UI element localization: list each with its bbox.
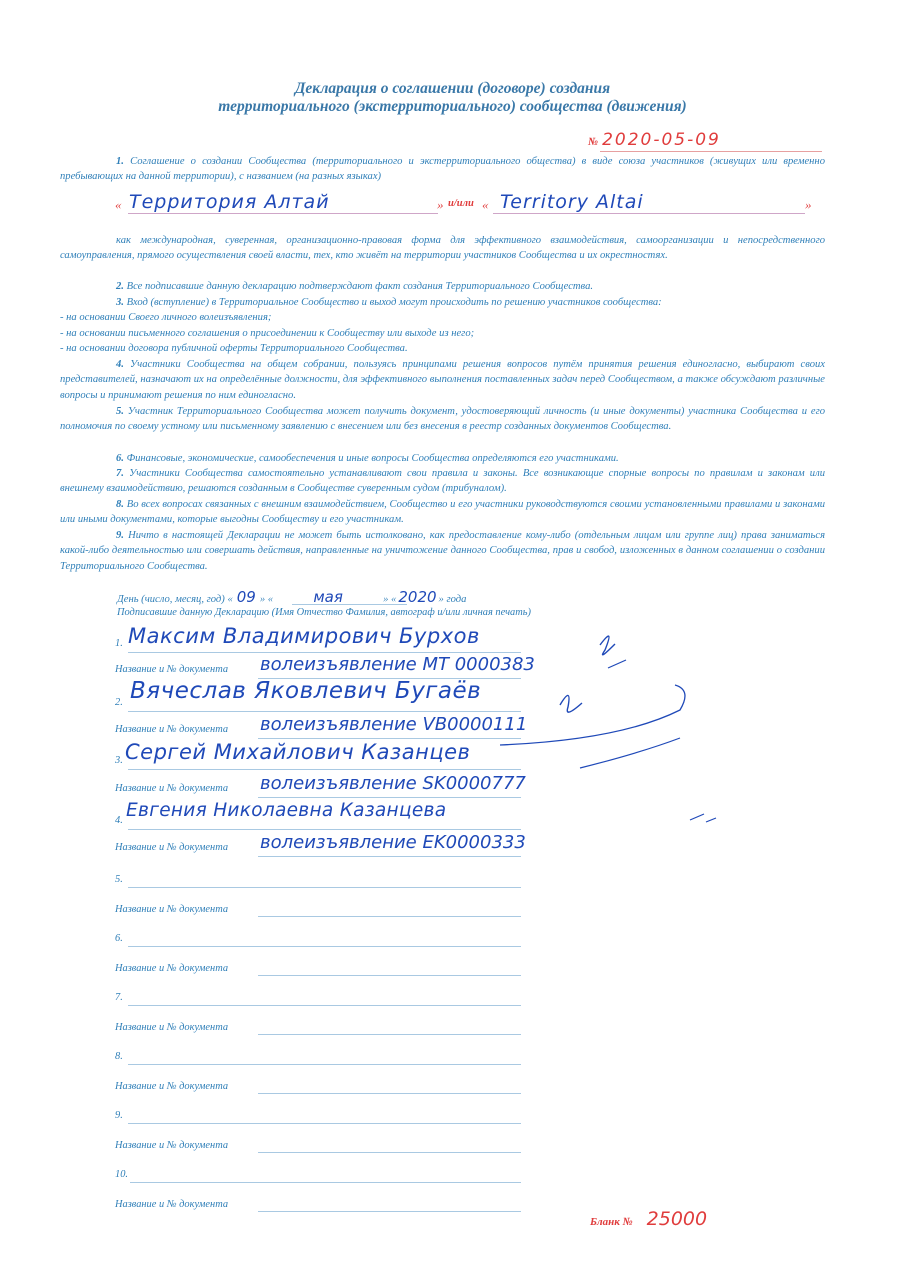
signer-5-doc-label: Название и № документа bbox=[115, 904, 229, 915]
signer-7-doc-label: Название и № документа bbox=[115, 1022, 229, 1033]
signer-3-doc-label: Название и № документа bbox=[115, 783, 229, 794]
signer-1-doc-label: Название и № документа bbox=[115, 664, 229, 675]
signer-1-name: Максим Владимирович Бурхов bbox=[128, 624, 480, 648]
signer-6-doc-label: Название и № документа bbox=[115, 963, 229, 974]
signer-9-doc-label: Название и № документа bbox=[115, 1140, 229, 1151]
date-day: 09 bbox=[236, 588, 256, 606]
clause-1-continuation: как международная, суверенная, организационно-правовая форма для эффективного взаимодействия, самоорганизации и непосредственного самоуправления, прямого осуществления своей власти, тех, кто живёт на территории участников Сообщества и их окрестностях. bbox=[60, 235, 825, 262]
blank-label: Бланк № bbox=[590, 1216, 633, 1228]
bullet-3: - на основании договора публичной оферты Территориального Сообщества. bbox=[60, 343, 408, 354]
signer-2-name: Вячеслав Яковлевич Бугаёв bbox=[130, 678, 482, 704]
date-year: 2020 bbox=[398, 588, 437, 606]
community-names: « Территория Алтай » и/или « Territory Altai » bbox=[115, 191, 812, 213]
title-line-2: территориального (экстерриториального) сообщества (движения) bbox=[218, 98, 687, 115]
signer-10-doc-label: Название и № документа bbox=[115, 1199, 229, 1210]
signer-1-doc: волеизъявление МТ 0000383 bbox=[260, 654, 535, 675]
number-value: 2020-05-09 bbox=[602, 130, 721, 150]
number-prefix: № bbox=[588, 136, 599, 148]
signer-4-name: Евгения Николаевна Казанцева bbox=[126, 800, 447, 821]
blank-number bbox=[590, 1208, 707, 1230]
date-month: мая bbox=[313, 588, 343, 606]
clause-5: 5. Участник Территориального Сообщества может получить документ, удостоверяющий личность (и иные документы) участника Сообщества и его полномочия по своему устному или письменному заявлению с внесением или без внесения в реестр созданных документов Сообщества. bbox=[60, 406, 825, 433]
signer-2-doc: волеизъявление VB0000111 bbox=[260, 714, 528, 735]
title-line-1: Декларация о соглашении (договоре) создания bbox=[294, 80, 611, 97]
clause-7: 7. Участники Сообщества самостоятельно устанавливают свои правила и законы. Все возникающие спорные вопросы по правилам и законам или внешнему взаимодействию, решаются созданным в Сообществе суверенным судом (трибуналом). bbox=[60, 468, 826, 495]
name-english: Territory Altai bbox=[500, 191, 644, 213]
signer-3-name: Сергей Михайлович Казанцев bbox=[125, 740, 471, 764]
clause-6: 6. Финансовые, экономические, самообеспечения и иные вопросы Сообщества определяются его участниками. bbox=[116, 453, 619, 464]
name-russian: Территория Алтай bbox=[129, 191, 330, 213]
bullet-1: - на основании Своего личного волеизъявления; bbox=[60, 312, 272, 323]
bullet-2: - на основании письменного соглашения о присоединении к Сообществу или выходе из него; bbox=[60, 328, 475, 339]
signer-4-doc: волеизъявление EK0000333 bbox=[260, 832, 526, 853]
signer-8-doc-label: Название и № документа bbox=[115, 1081, 229, 1092]
clause-2: 2. Все подписавшие данную декларацию подтверждают факт создания Территориального Сообщества. bbox=[116, 281, 594, 292]
blank-value: 25000 bbox=[646, 1208, 708, 1230]
signer-3-doc: волеизъявление SK0000777 bbox=[260, 773, 526, 794]
clause-4: 4. Участники Сообщества на общем собрании, пользуясь принципами решения вопросов путём принятия решения единогласно, выбирают своих представителей, назначают их на определённые должности, для эффективного выполнения поставленных задач перед Сообществом, а также обсуждают различные вопросы и принимают решения по ним единогласно. bbox=[60, 359, 825, 401]
signer-2-doc-label: Название и № документа bbox=[115, 724, 229, 735]
clause-1: 1. Соглашение о создании Сообщества (территориального и экстерриториального общества) в виде союза участников (живущих или временно пребывающих на данной территории), с названием (на разных языках) bbox=[60, 156, 825, 183]
clause-3: 3. Вход (вступление) в Территориальное Сообщество и выход могут происходить по решению участников сообщества: bbox=[116, 297, 662, 308]
date-line: День (число, месяц, год) « 09 » « мая » « 2020 » года bbox=[117, 588, 467, 606]
signers-caption: Подписавшие данную Декларацию (Имя Отчество Фамилия, автограф и/или личная печать) bbox=[117, 607, 531, 618]
clause-8: 8. Во всех вопросах связанных с внешним взаимодействием, Сообщество и его участники руководствуются своими установленными правилами и законами или иными документами, которые выгодны Сообществу и его участникам. bbox=[60, 499, 826, 526]
clause-9: 9. Ничто в настоящей Декларации не может быть истолковано, как предоставление кому-либо (отдельным лицам или группе лиц) права заниматься какой-либо деятельностью или совершать действия, направленные на уничтожение данного Сообщества, прав и свобод, изложенных в данном соглашении о создании Территориального Сообщества. bbox=[60, 530, 825, 572]
signer-4-doc-label: Название и № документа bbox=[115, 842, 229, 853]
